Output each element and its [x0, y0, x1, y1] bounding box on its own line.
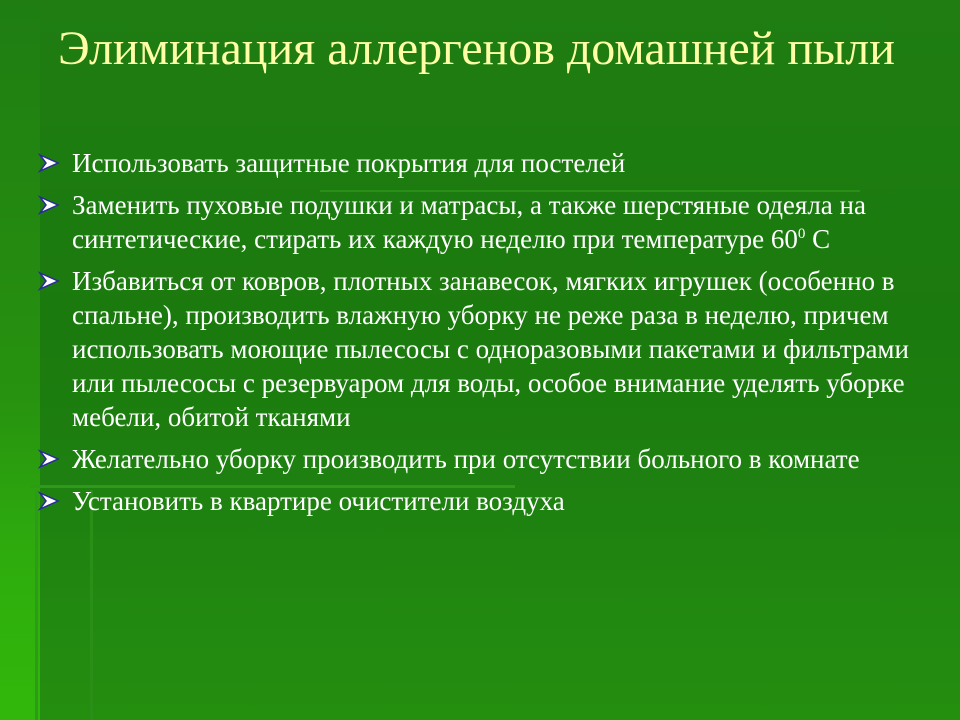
degree-superscript: 0 [797, 226, 806, 242]
bullet-item [36, 442, 916, 476]
bullet-item [36, 264, 916, 434]
arrowhead-bullet-icon [38, 271, 60, 291]
bullet-item [36, 188, 916, 256]
background-bottom-glow [0, 520, 960, 720]
bullet-list [36, 146, 916, 526]
arrowhead-bullet-icon [38, 153, 60, 173]
arrowhead-bullet-icon [38, 449, 60, 469]
bullet-text: Использовать защитные покрытия для постелей [72, 148, 626, 178]
bullet-text: Заменить пуховые подушки и матрасы, а также шерстяные одеяла на синтетические, стирать их каждую неделю при температуре 60 [72, 190, 866, 254]
bullet-text-unit: С [805, 224, 831, 254]
bullet-item [36, 484, 916, 518]
bullet-text: Избавиться от ковров, плотных занавесок, мягких игрушек (особенно в спальне), производить влажную уборку не реже раза в неделю, причем использовать моющие пылесосы с одноразовыми пакетами и фильтрами или пылесосы с резервуаром для воды, особое внимание уделять уборке мебели, обитой тканями [72, 266, 909, 432]
bullet-item [36, 146, 916, 180]
arrowhead-bullet-icon [38, 491, 60, 511]
slide-title: Элиминация аллергенов домашней пыли [58, 22, 895, 75]
arrowhead-bullet-icon [38, 195, 60, 215]
bullet-text: Установить в квартире очистители воздуха [72, 486, 565, 516]
bullet-text: Желательно уборку производить при отсутствии больного в комнате [72, 444, 860, 474]
